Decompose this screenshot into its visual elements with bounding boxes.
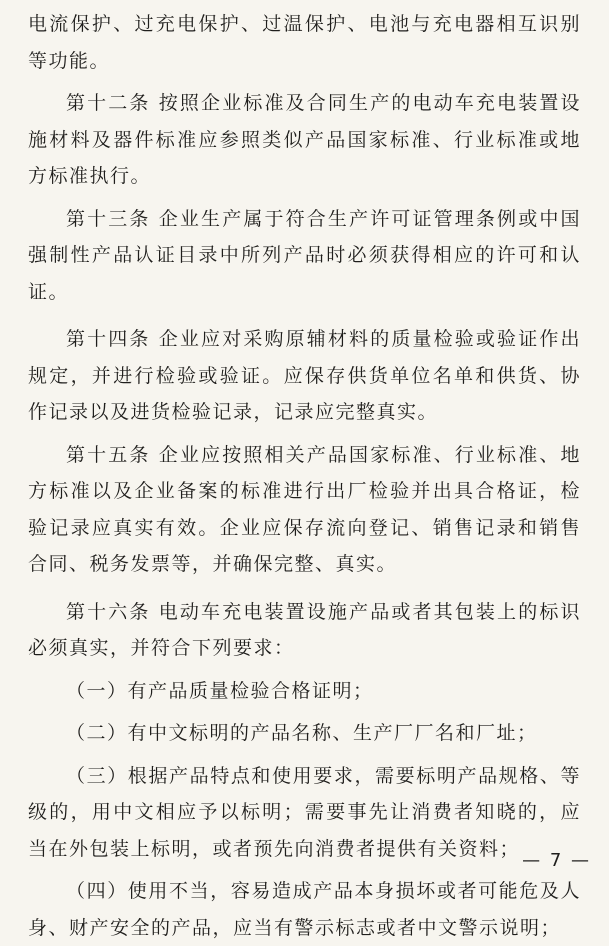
article-16-item-4: （四）使用不当，容易造成产品本身损坏或者可能危及人身、财产安全的产品，应当有警示标志或者中文警示说明；: [28, 880, 581, 939]
article-14: 第十四条 企业应对采购原辅材料的质量检验或验证作出规定，并进行检验或验证。应保存供货单位名单和供货、协作记录以及进货检验记录，记录应完整真实。: [28, 328, 581, 423]
article-15: 第十五条 企业应按照相关产品国家标准、行业标准、地方标准以及企业备案的标准进行出厂检验并出具合格证，检验记录应真实有效。企业应保存流向登记、销售记录和销售合同、税务发票等，并确保完整、真实。: [28, 443, 581, 575]
article-13: 第十三条 企业生产属于符合生产许可证管理条例或中国强制性产品认证目录中所列产品时必须获得相应的许可和认证。: [28, 207, 581, 303]
article-16: 第十六条 电动车充电装置设施产品或者其包装上的标识必须真实，并符合下列要求：: [28, 600, 581, 659]
page-number: — 7 —: [522, 850, 591, 871]
article-12: 第十二条 按照企业标准及合同生产的电动车充电装置设施材料及器件标准应参照类似产品国家标准、行业标准或地方标准执行。: [28, 92, 581, 187]
article-16-item-1: （一）有产品质量检验合格证明；: [66, 679, 374, 702]
paragraph-continuation: 电流保护、过充电保护、过温保护、电池与充电器相互识别等功能。: [28, 13, 581, 72]
article-16-item-3: （三）根据产品特点和使用要求，需要标明产品规格、等级的，用中文相应予以标明；需要事先让消费者知晓的，应当在外包装上标明，或者预先向消费者提供有关资料；: [28, 764, 581, 860]
article-16-item-2: （二）有中文标明的产品名称、生产厂厂名和厂址；: [66, 722, 538, 744]
